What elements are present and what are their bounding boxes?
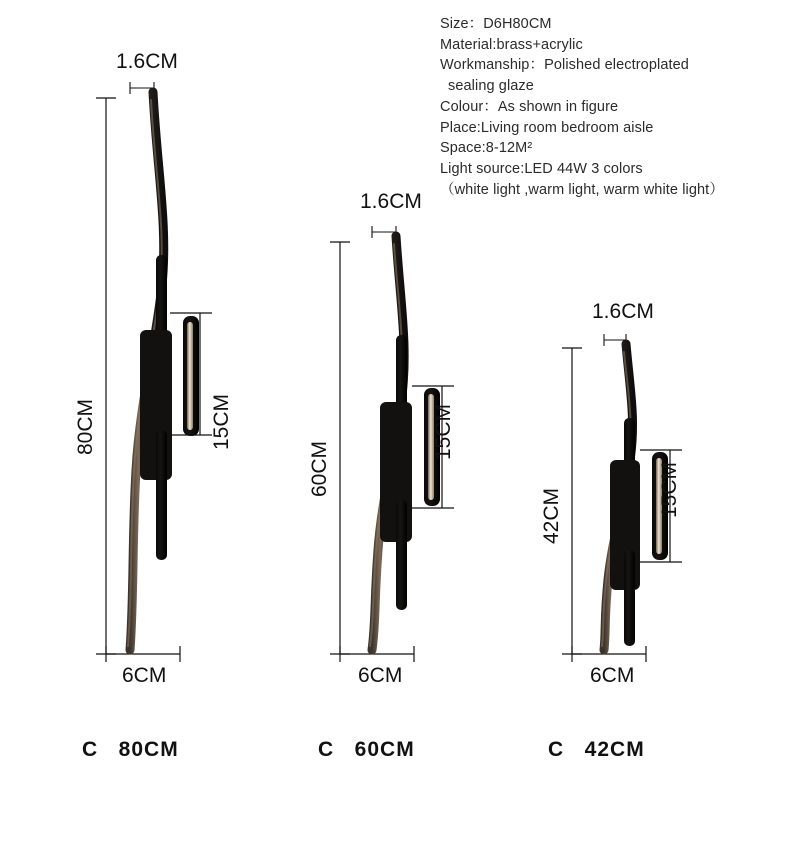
- lamp-42-height-label: 42CM: [540, 487, 563, 544]
- spec-line-color-temps: （white light ,warm light, warm white light）: [440, 181, 724, 198]
- spec-line-light-source: Light source:LED 44W 3 colors: [440, 161, 643, 178]
- spec-line-material: Material:brass+acrylic: [440, 36, 583, 53]
- specification-list: [440, 14, 790, 201]
- lamp-60-height-dimension: [330, 242, 350, 654]
- lamp-42-panel-label: 15CM: [658, 461, 681, 518]
- lamp-80-light-panel-glow: [187, 322, 193, 430]
- lamp-80-panel-label: 15CM: [210, 393, 233, 450]
- lamp-60-caption: C 60CM: [318, 738, 415, 761]
- lamp-80-caption: C 80CM: [82, 738, 179, 761]
- lamp-42-width-label: 6CM: [590, 664, 635, 687]
- spec-line-colour: Colour：As shown in figure: [440, 98, 619, 115]
- spec-line-place: Place:Living room bedroom aisle: [440, 119, 654, 136]
- lamp-80-drawing: [60, 50, 320, 750]
- lamp-80-height-dimension: [96, 98, 116, 654]
- lamp-42-height-dimension: [562, 348, 582, 654]
- spec-line-size: Size：D6H80CM: [440, 16, 552, 32]
- lamp-60-top-label: 1.6CM: [360, 190, 422, 213]
- lamp-80-lower-bar: [156, 430, 167, 560]
- figure-lamp-80: [60, 50, 320, 770]
- figure-lamp-42: [520, 300, 780, 770]
- lamp-60-lower-bar: [396, 500, 407, 610]
- lamp-42-lower-bar: [624, 550, 635, 646]
- lamp-60-width-label: 6CM: [358, 664, 403, 687]
- lamp-42-caption: C 42CM: [548, 738, 645, 761]
- lamp-60-panel-label: 15CM: [432, 403, 455, 460]
- lamp-80-height-label: 80CM: [74, 398, 97, 455]
- spec-line-space: Space:8-12M²: [440, 140, 533, 157]
- lamp-42-width-dimension: [572, 646, 646, 662]
- lamp-80-width-dimension: [106, 646, 180, 662]
- spec-line-sealing-glaze: sealing glaze: [448, 78, 534, 95]
- lamp-60-width-dimension: [340, 646, 414, 662]
- lamp-42-top-label: 1.6CM: [592, 300, 654, 323]
- figure-lamp-60: [290, 190, 550, 770]
- lamp-60-height-label: 60CM: [308, 440, 331, 497]
- lamp-80-top-label: 1.6CM: [116, 50, 178, 73]
- lamp-80-width-label: 6CM: [122, 664, 167, 687]
- spec-line-workmanship: Workmanship：Polished electroplated: [440, 57, 689, 74]
